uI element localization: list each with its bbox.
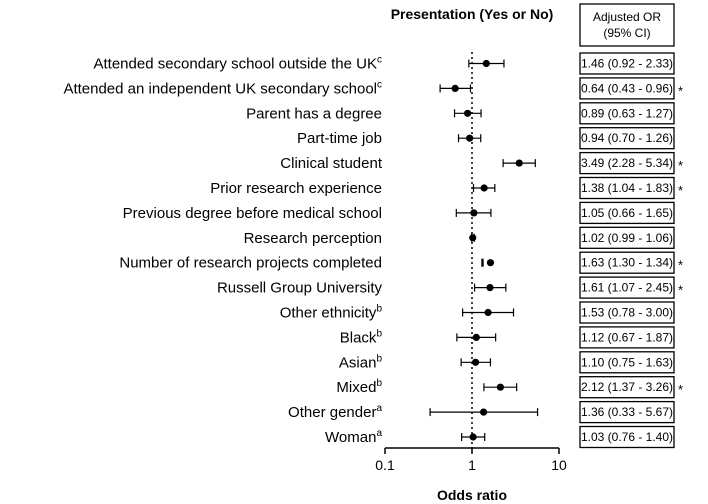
significance-star: * <box>678 183 684 198</box>
row-label-text: Other ethnicity <box>279 304 377 322</box>
or-point <box>470 433 477 440</box>
or-point <box>452 85 459 92</box>
row-label-superscript: c <box>377 79 382 91</box>
row-label <box>340 328 383 346</box>
row-label-superscript: a <box>376 428 382 439</box>
row-label <box>210 180 382 197</box>
ci-table-value: 1.36 (0.33 - 5.67) <box>580 405 674 420</box>
row-label-superscript: b <box>376 303 382 315</box>
row-label-text: Number of research projects completed <box>119 254 382 272</box>
row-label <box>93 55 382 73</box>
or-point <box>469 234 476 241</box>
ci-table-value: 0.64 (0.43 - 0.96) <box>580 81 674 96</box>
or-point <box>483 60 490 67</box>
ci-table-value: 2.12 (1.37 - 3.26) <box>580 380 674 395</box>
row-label-text: Attended secondary school outside the UK <box>93 55 377 73</box>
row-label <box>246 105 382 122</box>
ci-table-value: 0.94 (0.70 - 1.26) <box>580 131 674 146</box>
row-labels <box>63 55 382 447</box>
x-axis-label: Odds ratio <box>436 487 508 503</box>
row-label-text: Russell Group University <box>216 279 382 297</box>
ci-table-value: 1.46 (0.92 - 2.33) <box>580 56 674 71</box>
row-label <box>288 403 382 421</box>
row-label-superscript: c <box>377 54 382 66</box>
or-point <box>470 209 477 216</box>
row-label <box>336 378 382 396</box>
row-label-text: Other gender <box>288 404 377 422</box>
x-tick-label: 0.1 <box>375 457 395 473</box>
ci-table-header <box>580 4 674 46</box>
row-label-text: Mixed <box>336 379 377 397</box>
significance-star: * <box>678 282 684 298</box>
row-label-text: Woman <box>325 429 377 446</box>
ci-table-value: 1.38 (1.04 - 1.83) <box>580 181 674 195</box>
row-label-text: Prior research experience <box>210 180 382 197</box>
or-point <box>464 110 471 117</box>
row-label-text: Black <box>339 329 377 347</box>
row-label <box>297 130 382 147</box>
ci-table-value: 1.10 (0.75 - 1.63) <box>580 355 674 370</box>
significance-star: * <box>678 158 684 174</box>
row-label <box>339 353 383 371</box>
row-label-superscript: b <box>376 328 382 340</box>
row-label <box>217 280 383 297</box>
significance-star: * <box>678 257 684 273</box>
ci-table-header-line1: Adjusted OR <box>592 10 662 24</box>
x-tick-label: 10 <box>551 457 567 473</box>
ci-table <box>580 53 683 448</box>
significance-star: * <box>678 83 684 99</box>
or-point <box>516 160 523 167</box>
row-label <box>123 205 382 222</box>
row-label <box>325 428 382 446</box>
or-point <box>487 259 494 266</box>
ci-table-header-line2: (95% CI) <box>603 26 651 40</box>
or-point <box>473 334 480 341</box>
ci-table-value: 1.12 (0.67 - 1.87) <box>580 330 674 345</box>
row-label-text: Previous degree before medical school <box>122 204 382 222</box>
ci-table-value: 1.61 (1.07 - 2.45) <box>580 280 674 295</box>
row-label <box>280 155 383 172</box>
row-label-text: Part-time job <box>296 130 382 148</box>
row-label-text: Attended an independent UK secondary school <box>63 80 377 98</box>
ci-table-value: 0.89 (0.63 - 1.27) <box>580 106 674 121</box>
x-tick-label: 1 <box>468 457 476 473</box>
ci-table-value: 1.02 (0.99 - 1.06) <box>580 230 674 245</box>
row-label-text: Parent has a degree <box>246 105 382 123</box>
significance-star: * <box>678 382 684 398</box>
row-label-text: Research perception <box>243 229 382 247</box>
row-label-text: Asian <box>338 354 377 372</box>
ci-table-value: 1.63 (1.30 - 1.34) <box>580 255 674 270</box>
estimates <box>430 60 537 442</box>
or-point <box>484 309 491 316</box>
or-point <box>480 409 487 416</box>
row-label <box>119 255 382 272</box>
row-label-text: Clinical student <box>280 155 382 173</box>
ci-table-value: 1.53 (0.78 - 3.00) <box>580 305 674 320</box>
row-label <box>63 79 382 97</box>
or-point <box>466 135 473 142</box>
row-label-superscript: a <box>376 403 382 415</box>
ci-table-value: 3.49 (2.28 - 5.34) <box>580 156 674 171</box>
x-axis <box>375 448 567 473</box>
chart-title: Presentation (Yes or No) <box>390 6 554 22</box>
row-label <box>280 304 383 322</box>
or-point <box>497 384 504 391</box>
ci-table-value: 1.05 (0.66 - 1.65) <box>580 205 674 220</box>
or-point <box>472 359 479 366</box>
or-point <box>481 184 488 191</box>
row-label-superscript: b <box>376 353 382 365</box>
row-label <box>244 230 382 247</box>
or-point <box>486 284 493 291</box>
ci-table-value: 1.03 (0.76 - 1.40) <box>580 430 674 444</box>
row-label-superscript: b <box>376 378 382 390</box>
